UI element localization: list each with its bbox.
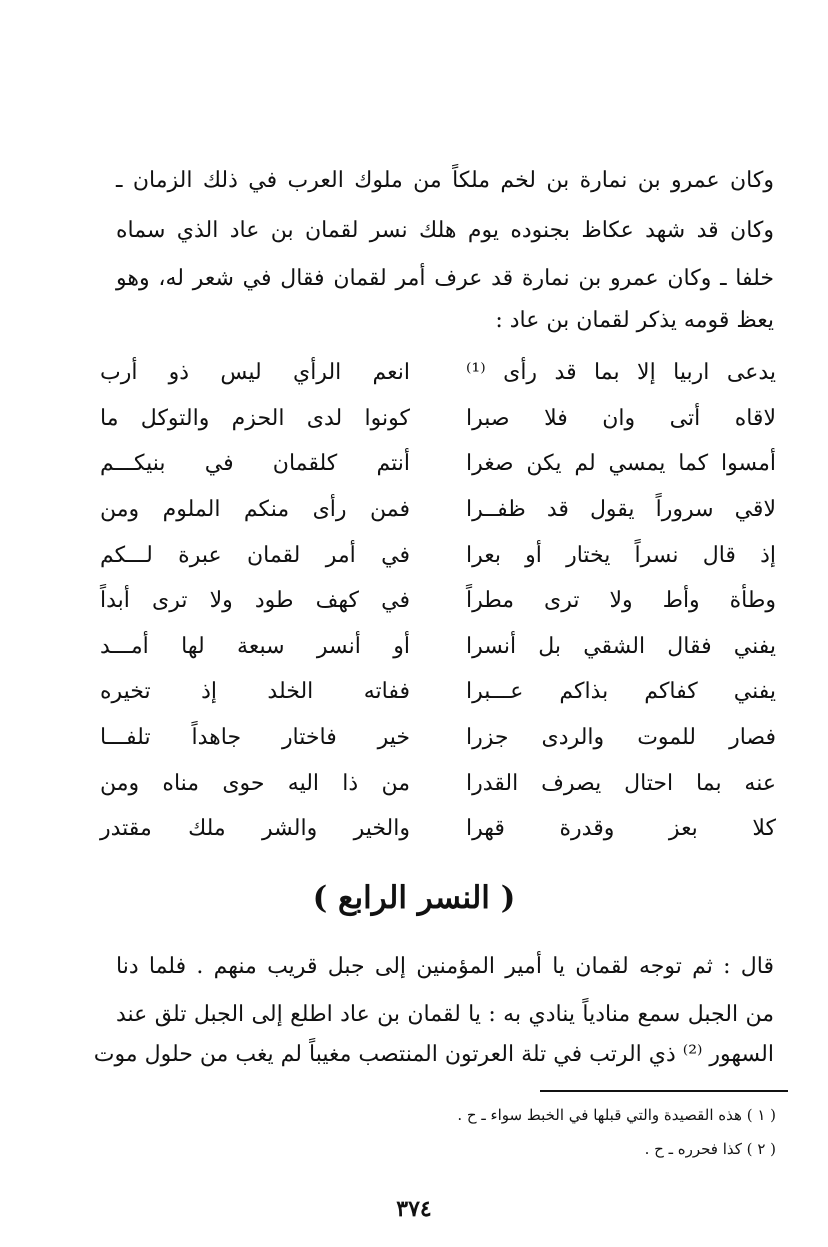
- verse: [100, 396, 776, 442]
- verse-second-hemistich: أمسوا كما يمسي لم يكن صغرا: [466, 451, 776, 477]
- verse-second-hemistich: عنه بما احتال يصرف القدرا: [466, 770, 776, 796]
- footnote-separator: [540, 1090, 788, 1092]
- verse-second-hemistich: لاقي سروراً يقول قد ظفــرا: [466, 497, 776, 523]
- verse: [100, 578, 776, 624]
- verse-second-hemistich: يفني كفاكم بذاكم عـــبرا: [466, 679, 776, 705]
- verse-second-hemistich: فصار للموت والردى جزرا: [466, 725, 776, 751]
- verse-second-hemistich: وطأة وأط ولا ترى مطراً: [466, 588, 776, 614]
- intro-line: خلفا ـ وكان عمرو بن نمارة قد عرف أمر لقمان فقال في شعر له، وهو: [116, 266, 774, 291]
- verse-first-hemistich: انعم الرأي ليس ذو أرب: [100, 360, 410, 386]
- footnote: ( ١ ) هذه القصيدة والتي قبلها في الخبط سواء ـ ح .: [457, 1106, 776, 1124]
- section-heading: ( النسر الرابع ): [312, 880, 516, 916]
- verse-first-hemistich: والخير والشر ملك مقتدر: [100, 816, 410, 842]
- body-line: من الجبل سمع منادياً ينادي به : يا لقمان بن عاد اطلع إلى الجبل تلق عند: [116, 1002, 774, 1027]
- verse-first-hemistich: في أمر لقمان عبرة لـــكم: [100, 542, 410, 568]
- verse-second-hemistich: كلا بعز وقدرة قهرا: [466, 816, 776, 842]
- intro-line: يعظ قومه يذكر لقمان بن عاد :: [495, 308, 774, 333]
- verse: [100, 669, 776, 715]
- poem: [100, 350, 776, 852]
- verse: [100, 487, 776, 533]
- verse: [100, 532, 776, 578]
- body-line: السهور ⁽²⁾ ذي الرتب في تلة العرتون المنتصب مغيباً لم يغب من حلول موت: [93, 1042, 774, 1067]
- verse-first-hemistich: فمن رأى منكم الملوم ومن: [100, 497, 410, 523]
- verse: [100, 441, 776, 487]
- verse-first-hemistich: ففاته الخلد إذ تخيره: [100, 679, 410, 705]
- verse: [100, 760, 776, 806]
- verse-first-hemistich: في كهف طود ولا ترى أبداً: [100, 588, 410, 614]
- verse: [100, 624, 776, 670]
- intro-line: وكان قد شهد عكاظ بجنوده يوم هلك نسر لقمان بن عاد الذي سماه: [116, 218, 774, 243]
- verse-first-hemistich: من ذا اليه حوى مناه ومن: [100, 770, 410, 796]
- verse-second-hemistich: لاقاه أتى وان فلا صبرا: [466, 405, 776, 431]
- body-line: قال : ثم توجه لقمان يا أمير المؤمنين إلى جبل قريب منهم . فلما دنا: [116, 954, 774, 979]
- verse-first-hemistich: أو أنسر سبعة لها أمـــد: [100, 633, 410, 659]
- verse-first-hemistich: كونوا لدى الحزم والتوكل ما: [100, 405, 410, 431]
- verse-first-hemistich: خير فاختار جاهداً تلفـــا: [100, 725, 410, 751]
- verse: [100, 806, 776, 852]
- verse-second-hemistich: يفني فقال الشقي بل أنسرا: [466, 633, 776, 659]
- verse-second-hemistich: يدعى اربيا إلا بما قد رأى ⁽¹⁾: [466, 360, 776, 386]
- verse: [100, 715, 776, 761]
- verse-second-hemistich: إذ قال نسراً يختار أو بعرا: [466, 542, 776, 568]
- page-number: ٣٧٤: [396, 1196, 432, 1222]
- intro-line: وكان عمرو بن نمارة بن لخم ملكاً من ملوك العرب في ذلك الزمان ـ: [116, 168, 774, 193]
- verse-first-hemistich: أنتم كلقمان في بنيكـــم: [100, 451, 410, 477]
- verse: [100, 350, 776, 396]
- footnote: ( ٢ ) كذا فحرره ـ ح .: [644, 1140, 776, 1158]
